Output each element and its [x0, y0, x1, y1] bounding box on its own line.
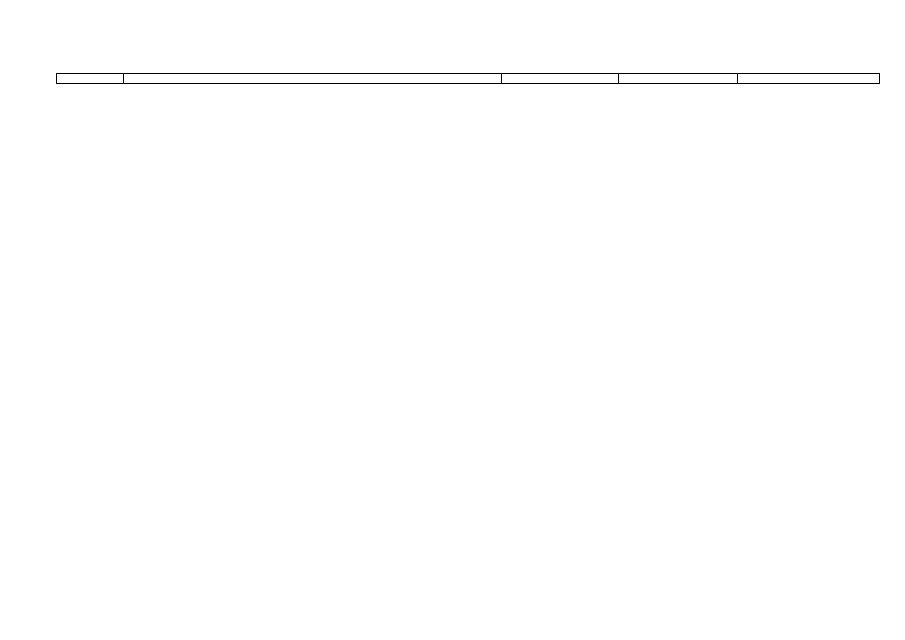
table-header	[56, 73, 880, 84]
header-cell-4	[619, 74, 739, 83]
header-cell-2	[124, 74, 502, 83]
header-cell-3	[502, 74, 619, 83]
header-cell-1	[57, 74, 124, 83]
header-cell-5	[738, 74, 879, 83]
